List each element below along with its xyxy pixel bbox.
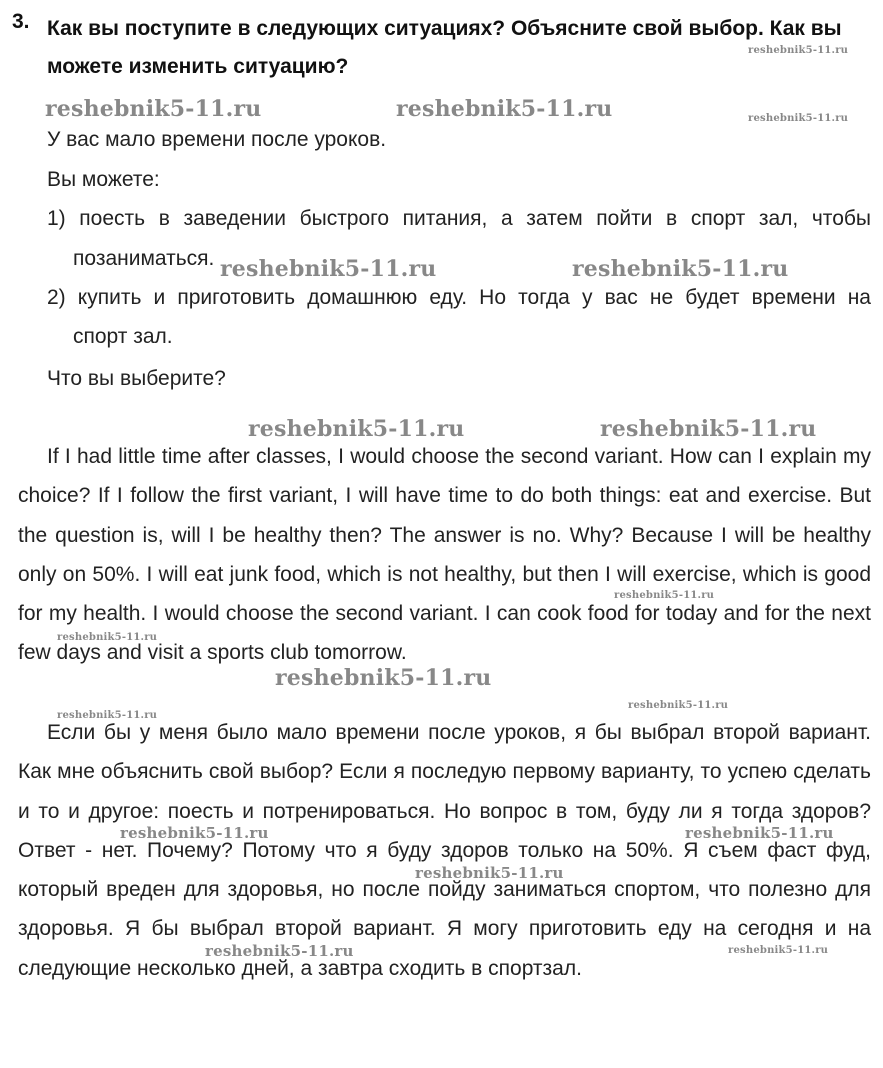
watermark: reshebnik5-11.ru [57,632,158,643]
watermark: reshebnik5-11.ru [396,96,613,122]
situation-question: Что вы выберите? [47,367,226,390]
watermark: reshebnik5-11.ru [275,665,492,691]
watermark: reshebnik5-11.ru [748,113,849,124]
watermark: reshebnik5-11.ru [572,256,789,282]
watermark: reshebnik5-11.ru [205,942,354,960]
watermark: reshebnik5-11.ru [57,710,158,721]
watermark: reshebnik5-11.ru [728,945,829,956]
watermark: reshebnik5-11.ru [628,700,729,711]
task-title: Как вы поступите в следующих ситуациях? Объясните свой выбор. Как вы можете изменить ситуацию? [47,17,842,78]
watermark: reshebnik5-11.ru [45,96,262,122]
option-2-line-2: спорт зал. [73,325,173,348]
situation-intro: У вас мало времени после уроков. [47,128,387,151]
answer-english: If I had little time after classes, I would choose the second variant. How can I explain my choice? If I follow the first variant, I will have time to do both things: eat and exercise. But the question is, will I be healthy then? The answer is no. Why? Because I will be healthy only on 50%. I will eat junk food, which is not healthy, but then I will exercise, which is good for my health. I would choose the second variant. I can cook food for today and for the next few days and visit a sports club tomorrow. [18,445,871,665]
watermark: reshebnik5-11.ru [415,864,564,882]
option-1-line-2: позаниматься. [73,247,215,270]
watermark: reshebnik5-11.ru [685,824,834,842]
answer-russian: Если бы у меня было мало времени после уроков, я бы выбрал второй вариант. Как мне объяснить свой выбор? Если я последую первому варианту, то успею сделать и то и другое: поесть и потренироваться. Но вопрос в том, буду ли я тогда здоров? Ответ - нет. Почему? Потому что я буду здоров только на 50%. Я съем фаст фуд, который вреден для здоровья, но после пойду заниматься спортом, что полезно для здоровья. Я бы выбрал второй вариант. Я могу приготовить еду на сегодня и на следующие несколько дней, а завтра сходить в спортзал. [18,721,871,980]
watermark: reshebnik5-11.ru [600,416,817,442]
options-label: Вы можете: [47,168,160,191]
watermark: reshebnik5-11.ru [220,256,437,282]
watermark: reshebnik5-11.ru [748,45,849,56]
task-number: 3. [12,10,30,33]
option-1-line-1: 1) поесть в заведении быстрого питания, а затем пойти в спорт зал, чтобы [47,207,871,230]
watermark: reshebnik5-11.ru [614,590,715,601]
watermark: reshebnik5-11.ru [248,416,465,442]
watermark: reshebnik5-11.ru [120,824,269,842]
option-2-line-1: 2) купить и приготовить домашнюю еду. Но тогда у вас не будет времени на [47,286,871,309]
